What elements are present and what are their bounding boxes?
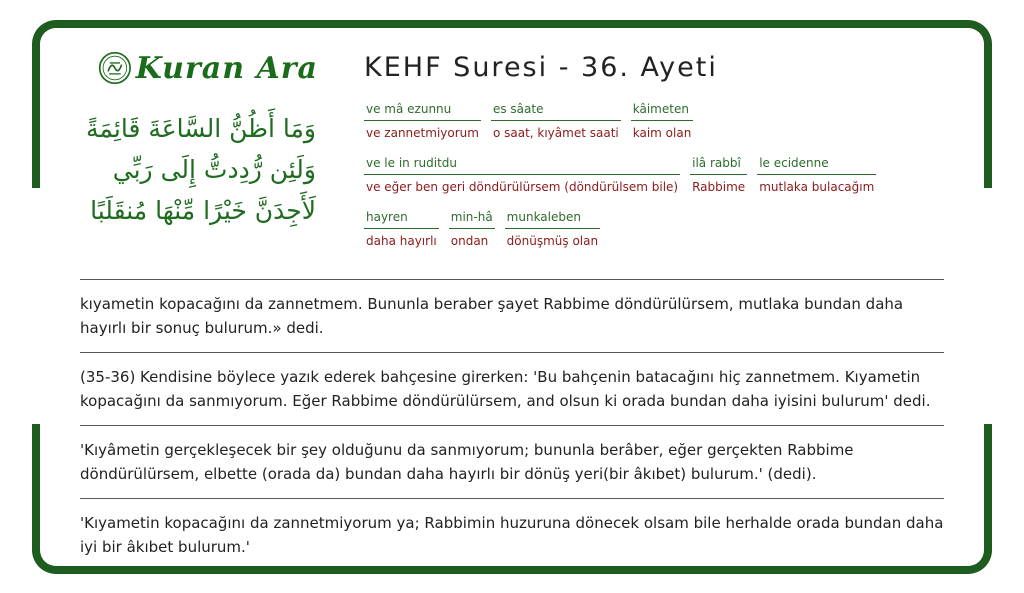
word-meaning: dönüşmüş olan [506, 234, 599, 248]
arabic-verse [60, 108, 316, 231]
word-row [364, 208, 924, 248]
word-item[interactable] [631, 100, 694, 140]
word-transliteration: kâimeten [631, 100, 694, 121]
arabic-line: وَمَا أَظُنُّ السَّاعَةَ قَائِمَةً [86, 114, 316, 143]
word-meaning: kaim olan [632, 126, 692, 140]
word-transliteration: hayren [364, 208, 439, 229]
word-row [364, 100, 924, 140]
word-transliteration: min-hâ [449, 208, 495, 229]
arabic-line: وَلَئِن رُّدِدتُّ إِلَى رَبِّي [112, 155, 316, 184]
word-meaning: mutlaka bulacağım [759, 180, 875, 194]
quran-emblem-icon [98, 49, 132, 87]
word-meaning: ve eğer ben geri döndürülürsem (döndürülsem bile) [366, 180, 679, 194]
word-item[interactable] [505, 208, 600, 248]
word-meaning: daha hayırlı [366, 234, 437, 248]
translation-item: kıyametin kopacağını da zannetmem. Bununla beraber şayet Rabbime döndürülürsem, mutlaka bundan daha hayırlı bir sonuç bulurum.» dedi. [80, 279, 944, 352]
word-transliteration: le ecidenne [757, 154, 876, 175]
arabic-line: لَأَجِدَنَّ خَيْرًا مِّنْهَا مُنقَلَبًا [90, 196, 316, 225]
word-meaning: ve zannetmiyorum [366, 126, 479, 140]
word-by-word-grid [364, 100, 924, 262]
word-row [364, 154, 924, 194]
translation-item: 'Kıyâmetin gerçekleşecek bir şey olduğunu da sanmıyorum; bununla berâber, eğer gerçekten Rabbime döndürülürsem, elbette (orada da) bundan daha hayırlı bir dönüş yeri(bir âkıbet) bulurum.' (dedi). [80, 425, 944, 498]
word-transliteration: ve mâ ezunnu [364, 100, 481, 121]
translations-list [80, 279, 944, 571]
word-transliteration: ilâ rabbî [690, 154, 747, 175]
translation-item: 'Kıyametin kopacağını da zannetmiyorum ya; Rabbimin huzuruna dönecek olsam bile herhalde orada bundan daha iyi bir âkıbet bulurum.' [80, 498, 944, 571]
translation-item: (35-36) Kendisine böylece yazık ederek bahçesine girerken: 'Bu bahçenin batacağını hiç zannetmem. Kıyametin kopacağını da sanmıyorum. Eğer Rabbime döndürülürsem, and olsun ki orada bundan daha iyisini bulurum' dedi. [80, 352, 944, 425]
word-transliteration: ve le in ruditdu [364, 154, 680, 175]
site-logo[interactable] [98, 46, 318, 90]
word-meaning: o saat, kıyâmet saati [492, 126, 619, 140]
word-item[interactable] [491, 100, 621, 140]
logo-text: Kuran Ara [135, 50, 318, 86]
word-item[interactable] [364, 154, 680, 194]
word-item[interactable] [364, 100, 481, 140]
word-meaning: ondan [450, 234, 489, 248]
word-item[interactable] [690, 154, 747, 194]
word-item[interactable] [757, 154, 876, 194]
page-title: KEHF Suresi - 36. Ayeti [364, 52, 718, 83]
word-item[interactable] [364, 208, 439, 248]
word-transliteration: munkaleben [505, 208, 600, 229]
word-meaning: Rabbime [692, 180, 746, 194]
word-item[interactable] [449, 208, 495, 248]
word-transliteration: es sâate [491, 100, 621, 121]
